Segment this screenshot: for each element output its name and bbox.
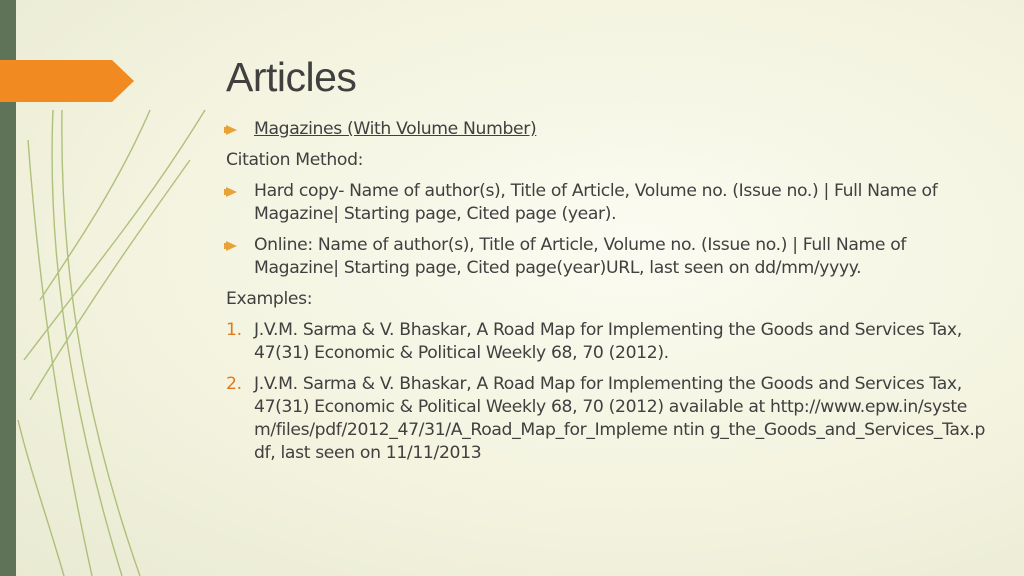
bullet-online <box>226 234 986 280</box>
online-text: Online: Name of author(s), Title of Article, Volume no. (Issue no.) | Full Name of Magazine| Starting page, Cited page(year)URL, last seen on dd/mm/yyyy. <box>254 235 907 278</box>
slide-title: Articles <box>226 54 357 100</box>
title-accent-tab <box>0 60 134 102</box>
slide-content <box>226 118 986 473</box>
example-1 <box>226 319 986 365</box>
citation-method-label: Citation Method: <box>226 150 364 170</box>
arrow-bullet-icon <box>226 241 237 251</box>
hard-copy-text: Hard copy- Name of author(s), Title of Article, Volume no. (Issue no.) | Full Name of Magazine| Starting page, Cited page (year). <box>254 181 938 224</box>
bullet-hard-copy <box>226 180 986 226</box>
arrow-bullet-icon <box>226 125 237 135</box>
bullet-magazines <box>226 118 986 141</box>
example-text: J.V.M. Sarma & V. Bhaskar, A Road Map for Implementing the Goods and Services Tax, 47(31) Economic & Political Weekly 68, 70 (2012) available at <box>254 374 962 417</box>
example-number: 2. <box>226 374 242 394</box>
examples-label: Examples: <box>226 289 313 309</box>
arrow-bullet-icon <box>226 187 237 197</box>
example-number: 1. <box>226 320 242 340</box>
example-url[interactable]: http://www.epw.in/system/files/pdf/2012_47/31/A_Road_Map_for_Impleme ntin g_the_Goods_and_Services_Tax.pdf, last seen on 11/11/2013 <box>254 397 986 463</box>
magazines-link[interactable]: Magazines (With Volume Number) <box>254 119 537 139</box>
example-2 <box>226 373 986 465</box>
example-text: J.V.M. Sarma & V. Bhaskar, A Road Map for Implementing the Goods and Services Tax, 47(31) Economic & Political Weekly 68, 70 (2012). <box>254 320 962 363</box>
